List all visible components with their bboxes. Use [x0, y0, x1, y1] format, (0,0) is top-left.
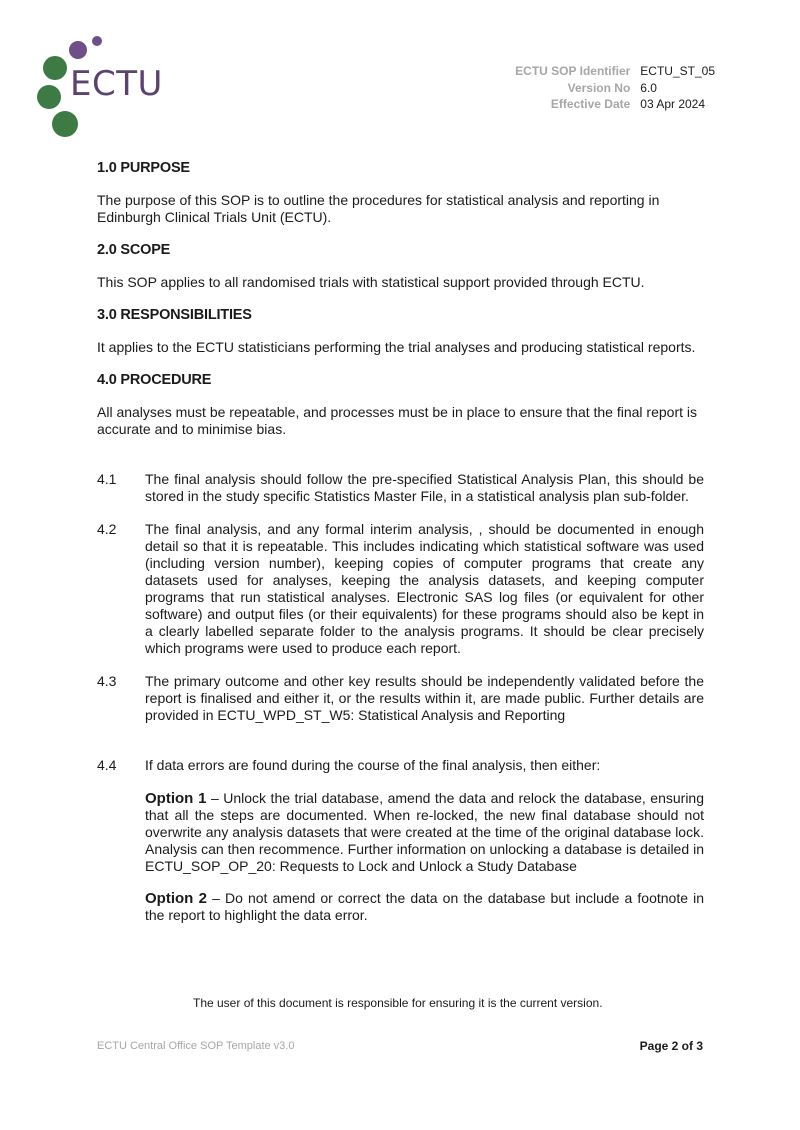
- item-text: If data errors are found during the course of the final analysis, then either:: [145, 757, 601, 773]
- document-metadata: [515, 63, 715, 113]
- logo-text: ECTU: [70, 64, 163, 104]
- procedure-item: [97, 757, 704, 774]
- procedure-item: [97, 471, 704, 505]
- option-2-paragraph: [145, 890, 704, 924]
- option-2-label: Option 2: [145, 890, 208, 907]
- template-label: ECTU Central Office SOP Template v3.0: [97, 1040, 295, 1052]
- option-2-text: – Do not amend or correct the data on the database but include a footnote in the report to highlight the data error.: [145, 890, 704, 923]
- responsibilities-text: It applies to the ECTU statisticians performing the trial analyses and producing statistical reports.: [97, 339, 696, 355]
- purpose-heading: 1.0 PURPOSE: [97, 160, 190, 176]
- version-value: 6.0: [640, 80, 657, 95]
- item-number: 4.4: [97, 757, 117, 773]
- ectu-logo: [36, 34, 166, 142]
- procedure-item: [97, 521, 704, 657]
- purpose-text: The purpose of this SOP is to outline the procedures for statistical analysis and reporting in Edinburgh Clinical Trials Unit (ECTU).: [97, 192, 660, 225]
- item-number: 4.2: [97, 521, 117, 537]
- effective-date-label: Effective Date: [550, 97, 631, 111]
- document-body: [97, 160, 704, 939]
- item-number: 4.3: [97, 673, 117, 689]
- sop-identifier-value: ECTU_ST_05: [640, 64, 715, 78]
- procedure-heading: 4.0 PROCEDURE: [97, 372, 212, 388]
- page-number: Page 2 of 3: [639, 1039, 703, 1053]
- item-text: The final analysis should follow the pre-specified Statistical Analysis Plan, this should be stored in the study specific Statistics Master File, in a statistical analysis plan sub-folder.: [145, 471, 704, 504]
- option-1-text: – Unlock the trial database, amend the data and relock the database, ensuring that all the steps are documented. When re-locked, the new final database should not overwrite any analysis datasets that were created at the time of the original database lock. Analysis can then recommence. Further information on unlocking a database is detailed in ECTU_SOP_OP_20: Requests to Lock and Unlock a Study Database: [145, 790, 705, 874]
- version-notice: The user of this document is responsible for ensuring it is the current version.: [193, 996, 603, 1010]
- effective-date-value: 03 Apr 2024: [640, 97, 706, 111]
- item-text: The final analysis, and any formal interim analysis, , should be documented in enough detail so that it is repeatable. This includes indicating which statistical software was used (including version number), keeping copies of computer programs that create any datasets used for analyses, keeping the analysis datasets, and keeping computer programs that run statistical analyses. Electronic SAS log files (or equivalent for other software) and output files (or their equivalents) for these programs should also be kept in a clearly labelled separate folder to the analysis programs. It should be clear precisely which programs were used to produce each report.: [145, 521, 704, 656]
- item-text: The primary outcome and other key results should be independently validated before the report is finalised and either it, or the results within it, are made public. Further details are provided in ECTU_WPD_ST_W5: Statistical Analysis and Reporting: [145, 673, 704, 723]
- sop-identifier-label: ECTU SOP Identifier: [515, 64, 631, 78]
- option-1-paragraph: [145, 790, 704, 875]
- scope-text: This SOP applies to all randomised trials with statistical support provided through ECTU.: [97, 274, 645, 290]
- responsibilities-heading: 3.0 RESPONSIBILITIES: [97, 307, 252, 323]
- version-label: Version No: [567, 80, 631, 95]
- procedure-item: [97, 673, 704, 724]
- scope-heading: 2.0 SCOPE: [97, 242, 171, 258]
- option-1-label: Option 1: [145, 790, 207, 807]
- procedure-text: All analyses must be repeatable, and processes must be in place to ensure that the final report is accurate and to minimise bias.: [97, 404, 698, 437]
- item-number: 4.1: [97, 471, 117, 487]
